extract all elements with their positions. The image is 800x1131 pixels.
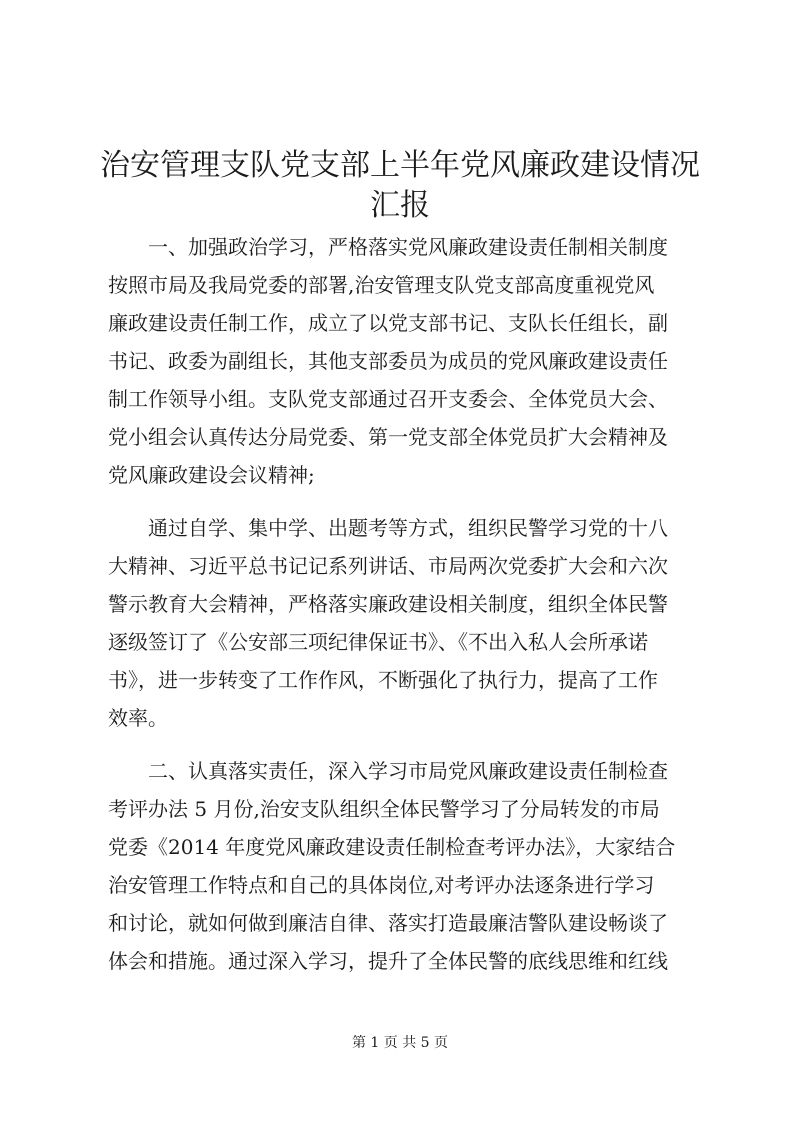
document-title-line-1: 治安管理支队党支部上半年党风廉政建设情况 [100, 148, 700, 183]
body-line: 和讨论，就如何做到廉洁自律、落实打造最廉洁警队建设畅谈了 [108, 911, 668, 935]
body-line: 廉政建设责任制工作，成立了以党支部书记、支队长任组长，副 [108, 311, 668, 335]
body-line: 逐级签订了《公安部三项纪律保证书》、《不出入私人会所承诺 [108, 630, 648, 654]
body-line: 治安管理工作特点和自己的具体岗位,对考评办法逐条进行学习 [108, 873, 655, 897]
body-line: 党委《2014 年度党风廉政建设责任制检查考评办法》，大家结合 [108, 835, 676, 859]
body-line: 大精神、习近平总书记记系列讲话、市局两次党委扩大会和六次 [108, 554, 668, 578]
body-line: 通过自学、集中学、出题考等方式，组织民警学习党的十八 [148, 516, 668, 540]
body-line: 书记、政委为副组长，其他支部委员为成员的党风廉政建设责任 [108, 349, 668, 373]
body-line: 党小组会认真传达分局党委、第一党支部全体党员扩大会精神及 [108, 425, 668, 449]
body-line: 考评办法 5 月份,治安支队组织全体民警学习了分局转发的市局 [108, 797, 660, 821]
body-line: 书》，进一步转变了工作作风，不断强化了执行力，提高了工作 [108, 668, 658, 692]
body-line: 制工作领导小组。支队党支部通过召开支委会、全体党员大会、 [108, 387, 668, 411]
page-footer: 第 1 页 共 5 页 [351, 1035, 449, 1051]
body-line: 一、加强政治学习，严格落实党风廉政建设责任制相关制度 [148, 235, 668, 259]
document-title-line-2: 汇报 [370, 188, 430, 223]
body-line: 按照市局及我局党委的部署,治安管理支队党支部高度重视党风 [108, 273, 655, 297]
body-line: 党风廉政建设会议精神; [108, 463, 315, 487]
body-line: 二、认真落实责任，深入学习市局党风廉政建设责任制检查 [148, 759, 668, 783]
body-line: 体会和措施。通过深入学习，提升了全体民警的底线思维和红线 [108, 949, 668, 973]
body-line: 警示教育大会精神，严格落实廉政建设相关制度，组织全体民警 [108, 592, 668, 616]
body-line: 效率。 [108, 706, 168, 730]
